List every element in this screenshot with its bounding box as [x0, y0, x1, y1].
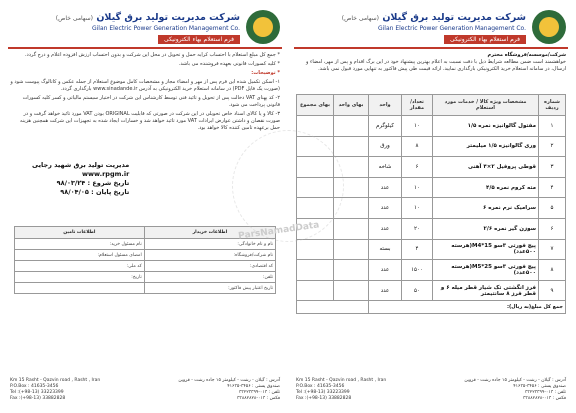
col-qty: تعداد/ مقدار [402, 95, 433, 116]
col-row: شماره ردیف [539, 95, 566, 116]
company-logo-icon [246, 10, 280, 44]
date-start: تاریخ شروع : ۹۸/۰۳/۲۴ [56, 179, 130, 187]
col-total-price: بهای مجموع [297, 95, 334, 116]
table-row: ۶ سوزن گیر نمره ۲/۶ ۲۰ عدد [297, 218, 566, 239]
notes-section [10, 52, 280, 134]
table-row: ۲ وری گالوانیزه ۱/۵ میلیمتر ۸ ورق [297, 136, 566, 157]
table-row: ۴ مته کروم نمره ۴/۵ ۱۰ عدد [297, 177, 566, 198]
items-header-row [297, 95, 566, 116]
form-title: فرم استعلام بهاء الکترونیکی [158, 35, 240, 44]
total-row [297, 301, 566, 314]
sig-header-row: اطلاعات خریدار اطلاعات تامین [15, 227, 276, 239]
intro-text: خواهشمند است ضمن مطالعه شرایط ذیل با دقت نسبت به اعلام بهترین پیشنهاد خود در این برگ اقدام و پس از مهر، امضاء و ارسال، در سامانه استعلام خرید الکترونیکی بارگذاری نمایید. ارائه قیمت طی پیش فاکتور به تنهایی مورد قبول نمی باشد. [306, 59, 566, 72]
signatures-table [14, 226, 276, 294]
header-divider [8, 47, 282, 49]
table-row: ۵ سرامیک نرم نمره ۶ ۱۰ عدد [297, 198, 566, 219]
notes-title: * توضیحات: [251, 70, 280, 76]
col-desc: مشخصات ویژه کالا / خدمات مورد استعلام [433, 95, 539, 116]
company-name-en: Gilan Electric Power Generation Management Co. [91, 25, 240, 32]
table-row: تاریخ اعتبار پیش فاکتور: [15, 283, 276, 294]
table-row: نام و نام خانوادگی: نام مسئول خرید: [15, 239, 276, 250]
page-footer [4, 378, 286, 400]
table-row: ۷ پیچ فورتی ۳سو 15*M4(هرسته ۵۰۰عدد) ۴ بسته [297, 239, 566, 260]
header-divider [294, 47, 568, 49]
intro-section [296, 52, 566, 73]
col-unit-price: بهای واحد [334, 95, 369, 116]
watermark-text: ParsNamadData [237, 220, 320, 242]
table-row: ۱ مفتول گالوانیزه نمره ۱/۵ ۱۰ کیلوگرم [297, 116, 566, 137]
table-row: نام شرکت/فروشگاه: امضای مسئول استعلام: [15, 250, 276, 261]
form-title: فرم استعلام بهاء الکترونیکی [444, 35, 526, 44]
note-sub: * کلیه کسورات قانونی بعهده فروشنده می باشد. [178, 61, 280, 67]
page-footer [290, 378, 572, 400]
footer-en: Km 15 Rasht - Qazvin road , Rasht , Iran P.O.Box : 41635-3456 Tel :(+98-13) 33223399 Fax :(+98-13) 33882828 [10, 378, 101, 401]
company-name-fa: شرکت مدیریت تولید برق گیلان (سهامی خاص) [341, 12, 526, 23]
table-row: تلفن: تاریخ: [15, 272, 276, 283]
note-item: ۳- کالا و یا کالای اسناد خاص تحویلی در این شرکت در صورتی که قابلیت ORIGINAL بودن VAT مورد تائید خواهد گرفت و در صورت نقصان و داشتن عوارض ایرادات VAT مورد تائید خواهد شد و خسارات ایجاد شده به تجهیزات این شرکت همچنین هزینه حمل برعهده تامین کننده کالا خواهد بود. [20, 111, 280, 131]
company-name-fa: شرکت مدیریت تولید برق گیلان (سهامی خاص) [55, 12, 240, 23]
page-header [290, 8, 572, 54]
website-link[interactable]: www.rpgm.ir [82, 170, 130, 178]
total-label: جمع کل مبلغ(به ریال): [369, 301, 566, 314]
total-value[interactable] [297, 301, 369, 314]
table-row: ۳ قوطی پروفیل ۲×۴ آهنی ۶ شاخه [297, 157, 566, 178]
company-logo-icon [532, 10, 566, 44]
note-item: ۱- اسکن تکمیل شده این فرم پس از مهر و امضاء مجاز و مشخصات کامل موضوع استعلام از جمله عکس و کاتالوگ پیوست شود و (صورت یک فایل PDF) در سامانه استعلام خرید الکترونیکی به آدرس www.sinadande.ir بارگذاری گردد. [10, 79, 280, 92]
table-row: کد اقتصادی: کد ملی: [15, 261, 276, 272]
table-row: ۸ پیچ فورتی ۳سو 25*M5(هرسته ۵۰۰عدد) ۱۵۰۰ عدد [297, 260, 566, 281]
company-name-en: Gilan Electric Power Generation Management Co. [377, 25, 526, 32]
page-header [4, 8, 286, 54]
col-unit: واحد [369, 95, 402, 116]
signer-name: مدیریت تولید برق شهید رجایی [32, 161, 130, 169]
footer-fa: آدرس : گیلان - رشت - کیلومتر ۱۵ جاده رشت - قزوین صندوق پستی : ۳۴۵۶-۴۱۶۳۵ تلفن : ۰۱۳-۳۳۲۲۳۳۹۹ فکس : ۰۱۳-۳۳۸۸۲۸۲۸ [464, 378, 566, 401]
greeting: شرکت/موسسه/فروشگاه محترم [487, 52, 566, 58]
footer-fa: آدرس : گیلان - رشت - کیلومتر ۱۵ جاده رشت - قزوین صندوق پستی : ۳۴۵۶-۴۱۶۳۵ تلفن : ۰۱۳-۳۳۲۲۳۳۹۹ فکس : ۰۱۳-۳۳۸۸۲۸۲۸ [178, 378, 280, 401]
note-item: ۲- کد پهنای VAT دخالت پس از تحویل و تائید فنی توسط کارشناس این شرکت در اختیار سیستم مالیاتی و کسر کلیه کسورات قانونی پرداخت می شود. [22, 95, 280, 108]
table-row: ۹ فرز انگشتی تک شیار قطر میله ۶ و قطر فرز ۸ سانتیمتر ۵۰ عدد [297, 280, 566, 301]
date-end: تاریخ پایان : ۹۸/۰۴/۰۵ [60, 188, 130, 196]
signature-block [32, 161, 129, 197]
note-main: * جمع کل مبلغ استعلام با احتساب کرایه حمل و تحویل در محل این شرکت و بدون احتساب ارزش افزوده اعلام و درج گردد. [24, 52, 280, 58]
footer-en: Km 15 Rasht - Qazvin road , Rasht , Iran P.O.Box : 41635-3456 Tel :(+98-13) 33223399 Fax :(+98-13) 33882828 [296, 378, 387, 401]
